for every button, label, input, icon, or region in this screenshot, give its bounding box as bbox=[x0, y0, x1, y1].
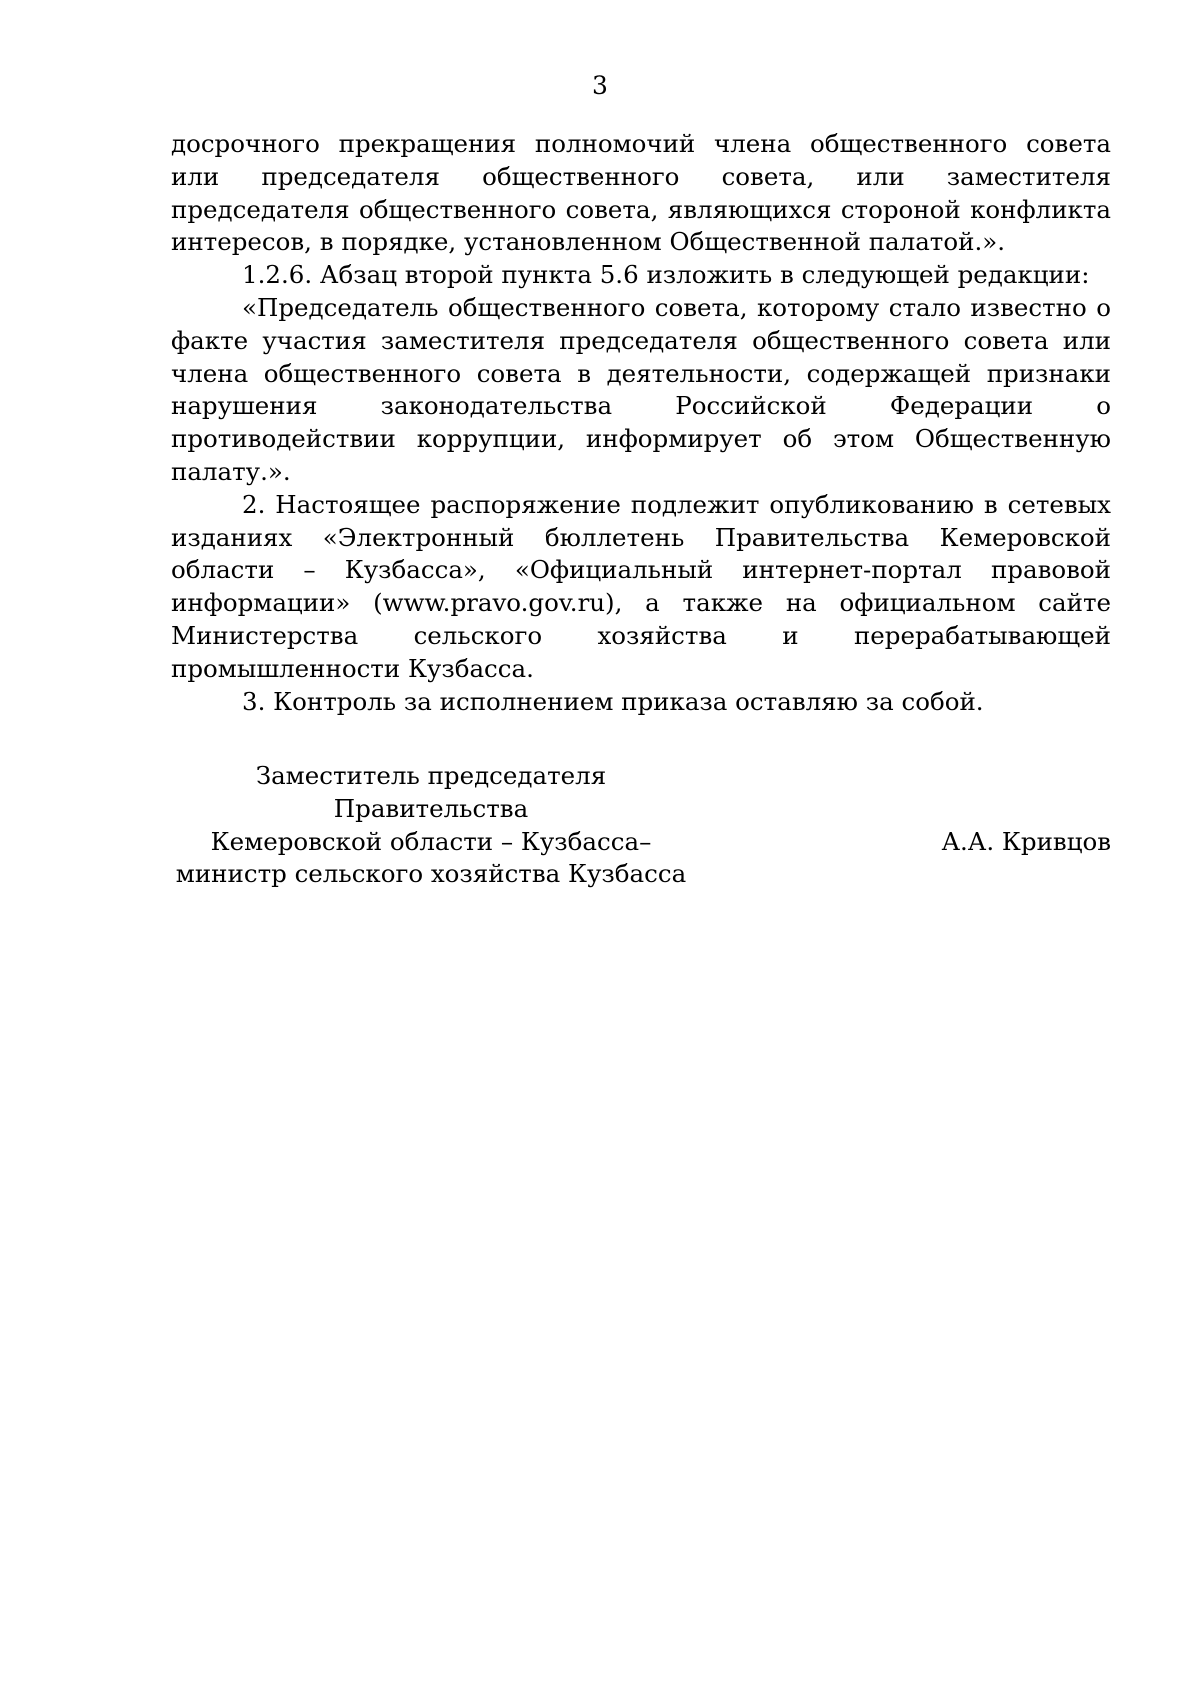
paragraph-continuation: досрочного прекращения полномочий члена общественного совета или председателя общественного совета, или заместителя председателя общественного совета, являющихся стороной конфликта интересов, в порядке, установленном Общественной палатой.». bbox=[171, 129, 1111, 257]
signatory-name: А.А. Кривцов bbox=[941, 826, 1111, 856]
signatory-title-line: Кемеровской области – Кузбасса– bbox=[210, 826, 652, 856]
paragraph-item-1-2-6: 1.2.6. Абзац второй пункта 5.6 изложить в следующей редакции: bbox=[242, 260, 1090, 290]
signatory-title-line: Заместитель председателя Правительства bbox=[255, 761, 607, 823]
page-number: 3 bbox=[592, 71, 608, 100]
paragraph-quoted-amendment: «Председатель общественного совета, которому стало известно о факте участия заместителя председателя общественного совета или члена общественного совета в деятельности, содержащей признаки нарушения законодательства Российской Федерации о противодействии коррупции, информирует об этом Общественную палату.». bbox=[171, 292, 1111, 486]
paragraph-item-2-publication: 2. Настоящее распоряжение подлежит опубликованию в сетевых изданиях «Электронный бюллетень Правительства Кемеровской области – Кузбасса», «Официальный интернет-портал правовой информации» (www.pravo.gov.ru), а также на официальном сайте Министерства сельского хозяйства и перерабатывающей промышленности Кузбасса. bbox=[171, 489, 1111, 683]
signature-block bbox=[171, 760, 1111, 889]
signatory-title bbox=[171, 760, 691, 891]
paragraph-item-3-control: 3. Контроль за исполнением приказа оставляю за собой. bbox=[242, 686, 984, 716]
signatory-title-line: министр сельского хозяйства Кузбасса bbox=[175, 859, 687, 889]
document-body bbox=[171, 128, 1111, 718]
